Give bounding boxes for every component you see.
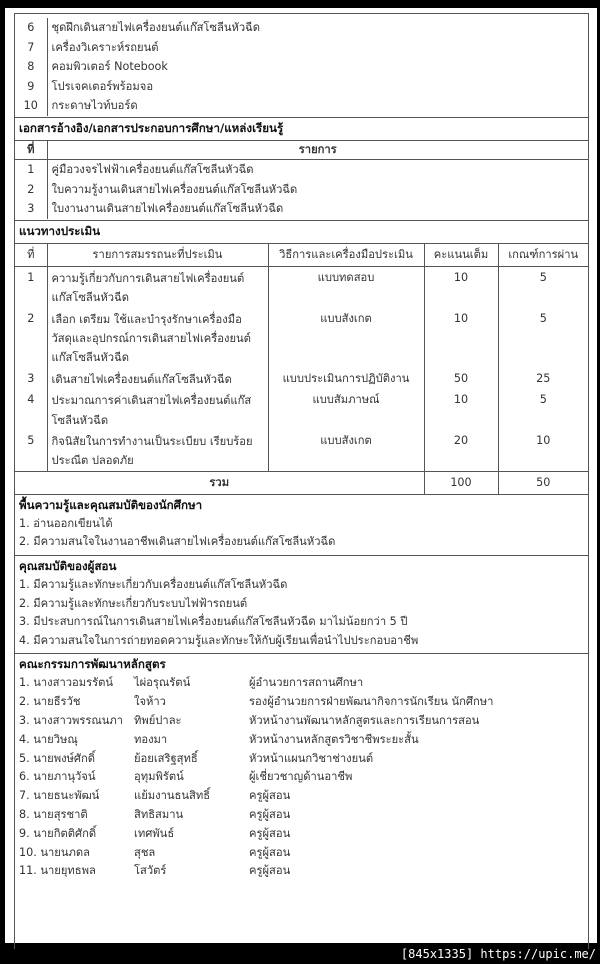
full-score: 20 xyxy=(424,430,498,471)
equipment-name: ชุดฝึกเดินสายไฟเครื่องยนต์แก๊สโซลีนหัวฉีด xyxy=(47,18,588,38)
full-score: 10 xyxy=(424,389,498,430)
member-surname: อุทุมพิรัตน์ xyxy=(134,770,184,784)
equipment-row xyxy=(15,57,588,77)
committee-title: คณะกรรมการพัฒนาหลักสูตร xyxy=(19,657,166,672)
row-number: 2 xyxy=(27,311,35,325)
member-surname: แย้มงานธนสิทธิ์ xyxy=(134,789,211,803)
assessment-row xyxy=(15,368,588,389)
member-position: รองผู้อำนวยการฝ่ายพัฒนากิจการนักเรียน นักศึกษา xyxy=(249,695,494,709)
document-frame xyxy=(14,13,589,949)
committee-member xyxy=(19,731,584,750)
reference-row xyxy=(15,180,588,200)
reference-row xyxy=(15,199,588,219)
member-name: 4. นายวิษณุ xyxy=(19,732,78,746)
assessment-method: แบบสังเกต xyxy=(268,308,424,368)
committee-member xyxy=(19,750,584,769)
row-number: 5 xyxy=(27,434,35,447)
member-name: 1. นางสาวอมรรัตน์ xyxy=(19,676,114,690)
member-surname: ทิพย์ปาละ xyxy=(134,713,182,727)
row-number: 1 xyxy=(27,270,35,284)
equipment-name: โปรเจคเตอร์พร้อมจอ xyxy=(47,77,588,97)
member-name: 10. นายนภดล xyxy=(19,845,90,859)
assessment-row xyxy=(15,430,588,471)
equipment-row xyxy=(15,18,588,38)
total-label: รวม xyxy=(209,475,230,489)
equipment-row xyxy=(15,96,588,116)
document-page xyxy=(5,8,597,943)
member-position: ครูผู้สอน xyxy=(249,864,291,878)
member-position: หัวหน้างานหลักสูตรวิชาชีพระยะสั้น xyxy=(249,732,419,746)
full-score: 50 xyxy=(424,368,498,389)
member-surname: โสวัตร์ xyxy=(134,864,167,878)
member-surname: สุชล xyxy=(134,845,156,859)
row-number: 8 xyxy=(27,60,35,74)
pass-score: 5 xyxy=(498,308,588,368)
student-background-section xyxy=(15,494,588,555)
assessment-row xyxy=(15,308,588,368)
col-method: วิธีการและเครื่องมือประเมิน xyxy=(268,243,424,266)
assessment-table xyxy=(15,243,588,494)
member-surname: ทองมา xyxy=(134,732,168,746)
row-number: 7 xyxy=(27,40,35,54)
assessment-total-row xyxy=(15,471,588,494)
row-number: 9 xyxy=(27,79,35,93)
committee-member xyxy=(19,674,584,693)
member-name: 11. นายยุทธพล xyxy=(19,864,96,878)
col-pass-score: เกณฑ์การผ่าน xyxy=(498,243,588,266)
full-score: 10 xyxy=(424,266,498,307)
member-surname: ใจห้าว xyxy=(134,695,166,709)
row-number: 10 xyxy=(23,99,38,113)
row-number: 4 xyxy=(27,393,35,407)
assessment-row xyxy=(15,389,588,430)
member-position: หัวหน้างานพัฒนาหลักสูตรและการเรียนการสอน xyxy=(249,713,480,727)
member-name: 7. นายธนะพัฒน์ xyxy=(19,789,100,803)
pass-score: 5 xyxy=(498,389,588,430)
pass-score: 25 xyxy=(498,368,588,389)
student-requirement-item: 2. มีความสนใจในงานอาชีพเดินสายไฟเครื่องยนต์แก๊สโซลีนหัวฉีด xyxy=(19,535,336,549)
col-no: ที่ xyxy=(27,142,35,156)
assessment-method: แบบทดสอบ xyxy=(268,266,424,307)
equipment-row xyxy=(15,38,588,58)
member-surname: เทศพันธ์ xyxy=(134,826,175,840)
member-name: 9. นายกิตติศักดิ์ xyxy=(19,826,97,840)
committee-member xyxy=(19,825,584,844)
competency: กิจนิสัยในการทำงานเป็นระเบียบ เรียบร้อย ประณีต ปลอดภัย xyxy=(47,430,268,471)
competency: ความรู้เกี่ยวกับการเดินสายไฟเครื่องยนต์แก๊สโซลีนหัวฉีด xyxy=(47,266,268,307)
member-name: 3. นางสาวพรรณนภา xyxy=(19,713,124,727)
instructor-qualification-item: 2. มีความรู้และทักษะเกี่ยวกับระบบไฟฟ้ารถยนต์ xyxy=(19,596,248,610)
assessment-method: แบบสัมภาษณ์ xyxy=(268,389,424,430)
member-surname: ย้อยเสริฐสุทธิ์ xyxy=(134,751,198,765)
committee-member xyxy=(19,712,584,731)
member-name: 8. นายสุรชาติ xyxy=(19,807,88,821)
committee-member xyxy=(19,787,584,806)
col-competency: รายการสมรรถนะที่ประเมิน xyxy=(47,243,268,266)
assessment-row xyxy=(15,266,588,307)
row-number: 6 xyxy=(27,21,35,34)
member-position: ผู้อำนวยการสถานศึกษา xyxy=(249,676,364,690)
references-table xyxy=(15,140,588,219)
assessment-method: แบบประเมินการปฏิบัติงาน xyxy=(268,368,424,389)
assessment-method: แบบสังเกต xyxy=(268,430,424,471)
image-watermark: [845x1335] https://upic.me/ xyxy=(400,947,596,961)
pass-score: 10 xyxy=(498,430,588,471)
member-name: 5. นายพงษ์ศักดิ์ xyxy=(19,751,96,765)
equipment-name: กระดาษไวท์บอร์ด xyxy=(47,96,588,116)
col-no: ที่ xyxy=(27,247,35,261)
committee-member xyxy=(19,844,584,863)
student-requirement-item: 1. อ่านออกเขียนได้ xyxy=(19,516,113,530)
reference-name: คู่มือวงจรไฟฟ้าเครื่องยนต์แก๊สโซลีนหัวฉีด xyxy=(47,159,588,179)
member-position: ครูผู้สอน xyxy=(249,845,291,859)
equipment-table xyxy=(15,18,588,116)
col-full-score: คะแนนเต็ม xyxy=(424,243,498,266)
references-title: เอกสารอ้างอิง/เอกสารประกอบการศึกษา/แหล่งเรียนรู้ xyxy=(15,117,588,140)
member-position: ครูผู้สอน xyxy=(249,826,291,840)
row-number: 3 xyxy=(27,202,35,216)
equipment-row xyxy=(15,77,588,97)
reference-name: ใบความรู้งานเดินสายไฟเครื่องยนต์แก๊สโซลีนหัวฉีด xyxy=(47,180,588,200)
member-position: ครูผู้สอน xyxy=(249,789,291,803)
total-pass-score: 50 xyxy=(498,471,588,494)
equipment-name: คอมพิวเตอร์ Notebook xyxy=(47,57,588,77)
member-surname: สิทธิสมาน xyxy=(134,807,184,821)
committee-member xyxy=(19,693,584,712)
member-surname: ไผ่อรุณรัตน์ xyxy=(134,676,191,690)
row-number: 2 xyxy=(27,182,35,196)
instructor-qualification-item: 4. มีความสนใจในการถ่ายทอดความรู้และทักษะให้กับผู้เรียนเพื่อนำไปประกอบอาชีพ xyxy=(19,633,419,647)
competency: เลือก เตรียม ใช้และบำรุงรักษาเครื่องมือ วัสดุและอุปกรณ์การเดินสายไฟเครื่องยนต์แก๊สโซลีนหัวฉีด xyxy=(47,308,268,368)
row-number: 1 xyxy=(27,162,35,176)
member-position: ผู้เชี่ยวชาญด้านอาชีพ xyxy=(249,770,353,784)
total-full-score: 100 xyxy=(424,471,498,494)
committee-member xyxy=(19,806,584,825)
member-position: ครูผู้สอน xyxy=(249,807,291,821)
col-item: รายการ xyxy=(47,140,588,159)
pass-score: 5 xyxy=(498,266,588,307)
member-name: 2. นายธีรวัช xyxy=(19,695,81,709)
competency: เดินสายไฟเครื่องยนต์แก๊สโซลีนหัวฉีด xyxy=(47,368,268,389)
instructor-qualification-item: 3. มีประสบการณ์ในการเดินสายไฟเครื่องยนต์แก๊สโซลีนหัวฉีด มาไม่น้อยกว่า 5 ปี xyxy=(19,615,408,629)
reference-row xyxy=(15,159,588,179)
committee-member xyxy=(19,862,584,881)
instructor-qualifications-section xyxy=(15,555,588,653)
row-number: 3 xyxy=(27,371,35,385)
competency: ประมาณการค่าเดินสายไฟเครื่องยนต์แก๊สโซลีนหัวฉีด xyxy=(47,389,268,430)
full-score: 10 xyxy=(424,308,498,368)
committee-member xyxy=(19,768,584,787)
reference-name: ใบงานงานเดินสายไฟเครื่องยนต์แก๊สโซลีนหัวฉีด xyxy=(47,199,588,219)
instructor-qualifications-title: คุณสมบัติของผู้สอน xyxy=(19,559,117,573)
member-position: หัวหน้าแผนกวิชาช่างยนต์ xyxy=(249,751,374,765)
assessment-title: แนวทางประเมิน xyxy=(15,220,588,243)
committee-section xyxy=(15,653,588,884)
equipment-name: เครื่องวิเคราะห์รถยนต์ xyxy=(47,38,588,58)
member-name: 6. นายภานุวัจน์ xyxy=(19,770,96,784)
student-background-title: พื้นความรู้และคุณสมบัติของนักศึกษา xyxy=(19,497,203,512)
instructor-qualification-item: 1. มีความรู้และทักษะเกี่ยวกับเครื่องยนต์แก๊สโซลีนหัวฉีด xyxy=(19,578,288,591)
